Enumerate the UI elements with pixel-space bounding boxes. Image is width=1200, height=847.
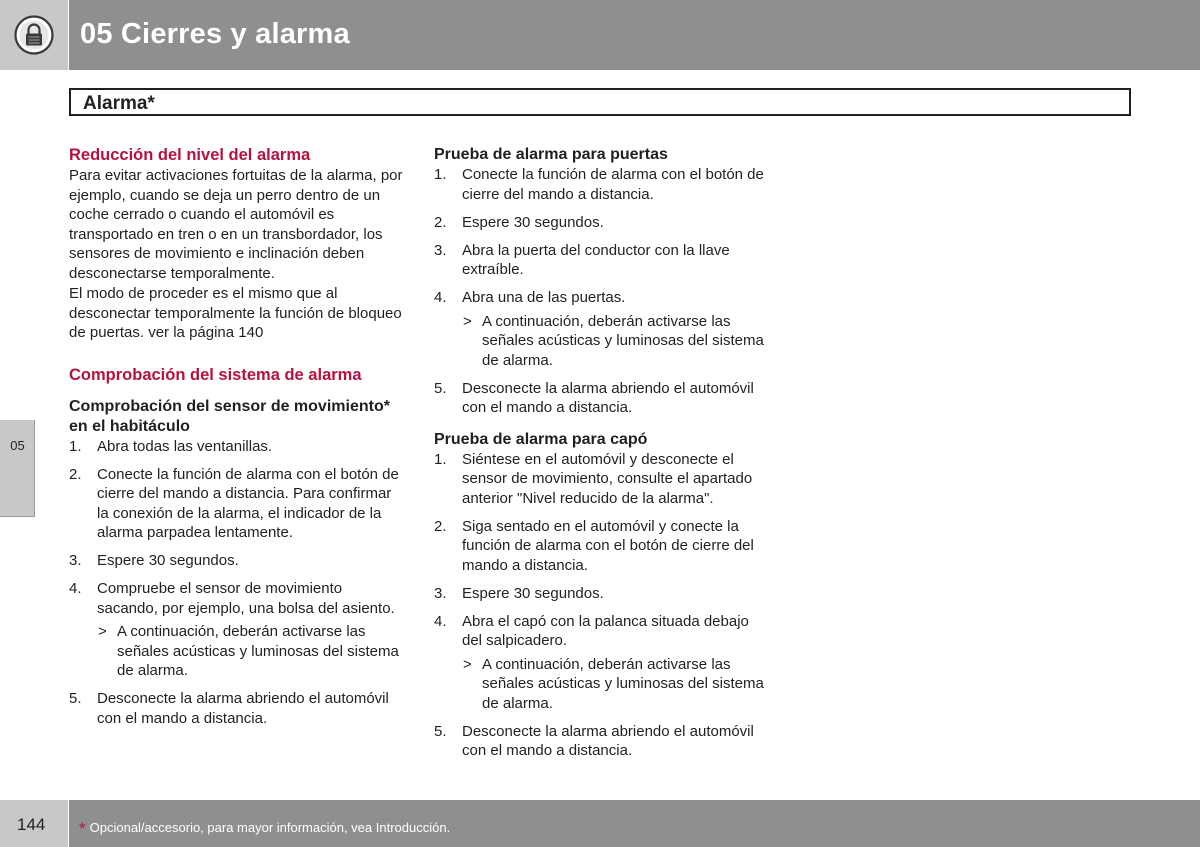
step-text: Conecte la función de alarma con el botón de cierre del mando a distancia. bbox=[462, 166, 764, 203]
step-text: Siéntese en el automóvil y desconecte el sensor de movimiento, consulte el apartado anterior "Nivel reducido de la alarma". bbox=[462, 450, 753, 507]
hood-test-heading: Prueba de alarma para capó bbox=[434, 430, 648, 448]
hood-test-steps bbox=[434, 450, 769, 761]
motion-sensor-subheading: Comprobación del sensor de movimiento* en el habitáculo bbox=[69, 397, 390, 435]
step-number: 1. bbox=[69, 437, 82, 455]
step-number: 5. bbox=[69, 690, 82, 707]
step-text: Espere 30 segundos. bbox=[462, 584, 604, 602]
footnote-star-icon: * bbox=[79, 819, 86, 838]
doors-test-steps bbox=[434, 165, 769, 418]
chapter-side-tab bbox=[0, 420, 35, 517]
step-text: Desconecte la alarma abriendo el automóvil con el mando a distancia. bbox=[462, 379, 754, 416]
reduction-paragraph-1: Para evitar activaciones fortuitas de la alarma, por ejemplo, cuando se deja un perro dentro de un coche cerrado o cuando el automóvil es transportado en tren o en un transbordador, los sensores de movimiento e inclinación deben desconectarse temporalmente. bbox=[69, 167, 403, 282]
step-text: Compruebe el sensor de movimiento sacando, por ejemplo, una bolsa del asiento. bbox=[97, 580, 395, 617]
step-text: Desconecte la alarma abriendo el automóvil con el mando a distancia. bbox=[462, 722, 754, 759]
step-number: 2. bbox=[434, 213, 447, 231]
reduction-heading: Reducción del nivel del alarma bbox=[69, 146, 311, 164]
step-number: 1. bbox=[434, 450, 447, 468]
list-item bbox=[434, 517, 769, 576]
step-number: 5. bbox=[434, 379, 447, 397]
result-arrow-icon: > bbox=[463, 655, 472, 673]
step-text: Siga sentado en el automóvil y conecte la función de alarma con el botón de cierre del mando a distancia. bbox=[462, 517, 754, 574]
page-number: 144 bbox=[17, 815, 46, 834]
step-number: 5. bbox=[434, 722, 447, 740]
result-arrow-icon: > bbox=[463, 312, 472, 330]
step-number: 3. bbox=[434, 584, 447, 602]
list-item bbox=[69, 579, 404, 681]
list-item bbox=[434, 165, 769, 204]
step-text: Abra todas las ventanillas. bbox=[97, 437, 273, 455]
list-item bbox=[434, 584, 769, 604]
step-number: 4. bbox=[434, 612, 447, 630]
list-item bbox=[69, 437, 404, 457]
lock-icon bbox=[14, 15, 54, 55]
list-item bbox=[434, 450, 769, 509]
result-text: A continuación, deberán activarse las señales acústicas y luminosas del sistema de alarma. bbox=[482, 312, 764, 369]
step-text: Espere 30 segundos. bbox=[462, 213, 604, 231]
check-heading: Comprobación del sistema de alarma bbox=[69, 365, 362, 384]
reduction-paragraph-2: El modo de proceder es el mismo que al desconectar temporalmente la función de bloqueo de puertas. ver la página 140 bbox=[69, 285, 402, 341]
list-item bbox=[69, 465, 404, 543]
step-text: Conecte la función de alarma con el botón de cierre del mando a distancia. Para confirmar la conexión de la alarma, el indicador de la alarma parpadea lentamente. bbox=[97, 465, 399, 541]
list-item bbox=[434, 288, 769, 370]
step-result bbox=[462, 312, 769, 371]
list-item bbox=[69, 689, 404, 728]
step-number: 2. bbox=[434, 517, 447, 535]
step-result bbox=[462, 655, 769, 714]
right-column bbox=[434, 145, 769, 761]
left-column bbox=[69, 145, 404, 728]
footnote bbox=[79, 817, 450, 837]
step-number: 3. bbox=[69, 552, 82, 569]
step-text: Abra una de las puertas. bbox=[462, 289, 626, 306]
result-arrow-icon: > bbox=[98, 623, 107, 640]
list-item bbox=[434, 213, 769, 233]
step-number: 4. bbox=[434, 289, 447, 306]
chapter-title: 05 Cierres y alarma bbox=[80, 18, 350, 50]
result-text: A continuación, deberán activarse las señales acústicas y luminosas del sistema de alarma. bbox=[482, 655, 764, 712]
section-title-box bbox=[69, 88, 1131, 116]
step-number: 1. bbox=[434, 166, 447, 183]
step-result bbox=[97, 622, 404, 681]
step-text: Espere 30 segundos. bbox=[97, 552, 239, 569]
list-item bbox=[434, 379, 769, 418]
list-item bbox=[434, 612, 769, 714]
step-text: Abra el capó con la palanca situada debajo del salpicadero. bbox=[462, 612, 749, 649]
step-text: Abra la puerta del conductor con la llave extraíble. bbox=[462, 241, 730, 278]
doors-test-heading: Prueba de alarma para puertas bbox=[434, 146, 668, 163]
footnote-text: Opcional/accesorio, para mayor información, vea Introducción. bbox=[89, 820, 451, 835]
chapter-tab-label: 05 bbox=[10, 438, 25, 453]
section-title: Alarma* bbox=[83, 93, 155, 114]
motion-sensor-steps bbox=[69, 437, 404, 729]
step-number: 3. bbox=[434, 241, 447, 259]
step-number: 4. bbox=[69, 580, 82, 597]
step-number: 2. bbox=[69, 465, 82, 483]
result-text: A continuación, deberán activarse las señales acústicas y luminosas del sistema de alarma. bbox=[117, 623, 399, 679]
list-item bbox=[434, 722, 769, 761]
list-item bbox=[434, 241, 769, 280]
list-item bbox=[69, 551, 404, 571]
step-text: Desconecte la alarma abriendo el automóvil con el mando a distancia. bbox=[97, 690, 389, 727]
header-icon-panel bbox=[0, 0, 68, 70]
